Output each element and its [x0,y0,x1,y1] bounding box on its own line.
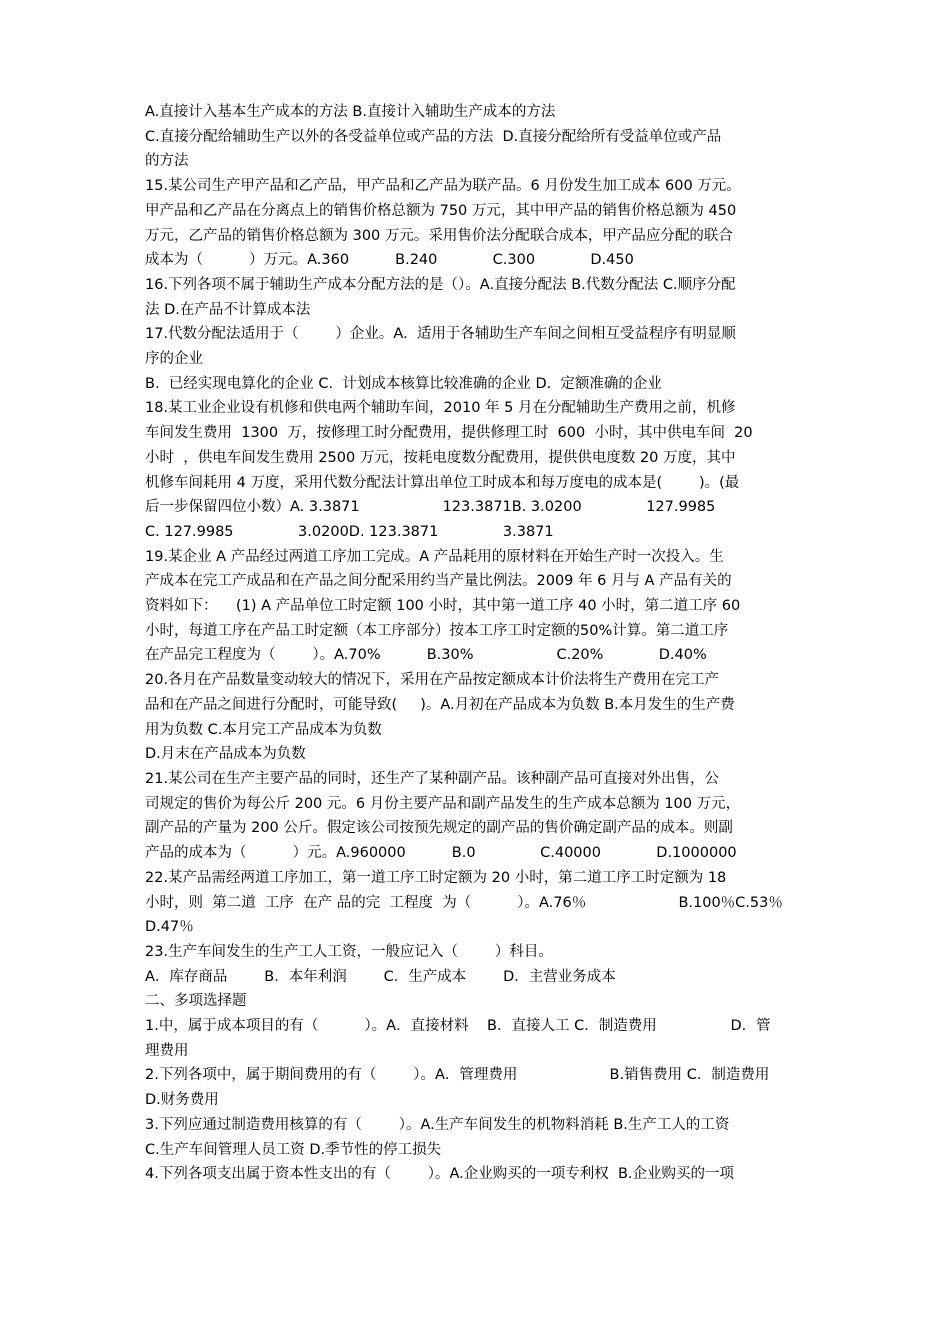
text-line: 资料如下： (1) A 产品单位工时定额 100 小时，其中第一道工序 40 小时，第二道工序 60 [145,598,741,615]
text-line: 序的企业 [145,351,203,368]
text-line: 车间发生费用 1300 万，按修理工时分配费用，提供修理工时 600 小时，其中供电车间 20 [145,425,753,442]
text-line: 产品的成本为（ ）元。A.960000 B.0 C.40000 D.1000000 [145,845,737,862]
text-line: C.生产车间管理人员工资 D.季节性的停工损失 [145,1141,442,1158]
question-23: 23.生产车间发生的生产工人工资，一般应记入（ ）科目。 [145,943,553,960]
multi-question-2: 2.下列各项中，属于期间费用的有（ ）。A．管理费用 B.销售费用 C．制造费用 [145,1067,770,1084]
multi-question-4: 4.下列各项支出属于资本性支出的有（ ）。A.企业购买的一项专利权 B.企业购买的一项 [145,1166,735,1183]
text-line: C. 127.9985 3.0200D. 123.3871 3.3871 [145,523,554,540]
text-line: 理费用 [145,1042,189,1059]
text-line: 小时，每道工序在产品工时定额（本工序部分）按本工序工时定额的50%计算。第二道工序 [145,622,729,639]
text-line: 品和在产品之间进行分配时，可能导致( )。A.月初在产品成本为负数 B.本月发生的生产费 [145,696,735,713]
question-15: 15.某公司生产甲产品和乙产品，甲产品和乙产品为联产品。6 月份发生加工成本 600 万元。 [145,178,741,195]
document-body [145,100,807,1187]
text-line: 甲产品和乙产品在分离点上的销售价格总额为 750 万元，其中甲产品的销售价格总额为 450 [145,202,737,219]
multi-question-3: 3.下列应通过制造费用核算的有（ ）。A.生产车间发生的机物料消耗 B.生产工人的工资 [145,1116,730,1133]
text-line: 成本为（ ）万元。A.360 B.240 C.300 D.450 [145,252,634,269]
text-line: 产成本在完工产成品和在产品之间分配采用约当产量比例法。2009 年 6 月与 A 产品有关的 [145,573,732,590]
text-line: 用为负数 C.本月完工产品成本为负数 [145,721,382,738]
text-line: A．库存商品 B．本年利润 C．生产成本 D．主营业务成本 [145,968,616,985]
question-22: 22.某产品需经两道工序加工，第一道工序工时定额为 20 小时，第二道工序工时定额为 18 [145,869,727,886]
question-20: 20.各月在产品数量变动较大的情况下，采用在产品按定额成本计价法将生产费用在完工产 [145,672,720,689]
text-line: 法 D.在产品不计算成本法 [145,301,311,318]
text-line: 在产品完工程度为（ ）。A.70% B.30% C.20% D.40% [145,647,707,664]
text-line: 万元，乙产品的销售价格总额为 300 万元。采用售价法分配联合成本，甲产品应分配的联合 [145,227,733,244]
question-16: 16.下列各项不属于辅助生产成本分配方法的是（）。A.直接分配法 B.代数分配法 C.顺序分配 [145,276,736,293]
text-line: 的方法 [145,153,189,170]
text-line: C.直接分配给辅助生产以外的各受益单位或产品的方法 D.直接分配给所有受益单位或产品 [145,128,722,145]
text-line: 后一步保留四位小数）A. 3.3871 123.3871B. 3.0200 127.9985 [145,499,716,516]
text-line: D.47％ [145,919,194,936]
question-17: 17.代数分配法适用于（ ）企业。A. 适用于各辅助生产车间之间相互受益程序有明显顺 [145,326,736,343]
text-line: 司规定的售价为每公斤 200 元。6 月份主要产品和副产品发生的生产成本总额为 100 万元， [145,795,741,812]
text-line: 小时 ，供电车间发生费用 2500 万元，按耗电度数分配费用，提供供电度数 20 万度，其中 [145,449,736,466]
question-18: 18.某工业企业设有机修和供电两个辅助车间，2010 年 5 月在分配辅助生产费用之前，机修 [145,400,736,417]
text-line: B. 已经实现电算化的企业 C. 计划成本核算比较准确的企业 D. 定额准确的企业 [145,375,662,392]
section-heading: 二、多项选择题 [145,993,247,1010]
text-line: D.月末在产品成本为负数 [145,746,306,763]
question-19: 19.某企业 A 产品经过两道工序加工完成。A 产品耗用的原材料在开始生产时一次投入。生 [145,548,724,565]
question-21: 21.某公司在生产主要产品的同时，还生产了某种副产品。该种副产品可直接对外出售，公 [145,770,720,787]
text-line: 小时，则 第二道 工序 在产 品的完 工程度 为（ ）。A.76％ B.100％C.53％ [145,894,783,911]
text-line: 副产品的产量为 200 公斤。假定该公司按预先规定的副产品的售价确定副产品的成本。则副 [145,820,733,837]
text-line: D.财务费用 [145,1092,219,1109]
text-line: 机修车间耗用 4 万度，采用代数分配法计算出单位工时成本和每万度电的成本是( )。(最 [145,474,740,491]
text-line: A.直接计入基本生产成本的方法 B.直接计入辅助生产成本的方法 [145,104,556,120]
multi-question-1: 1.中，属于成本项目的有（ ）。A．直接材料 B．直接人工 C．制造费用 D．管 [145,1018,771,1035]
